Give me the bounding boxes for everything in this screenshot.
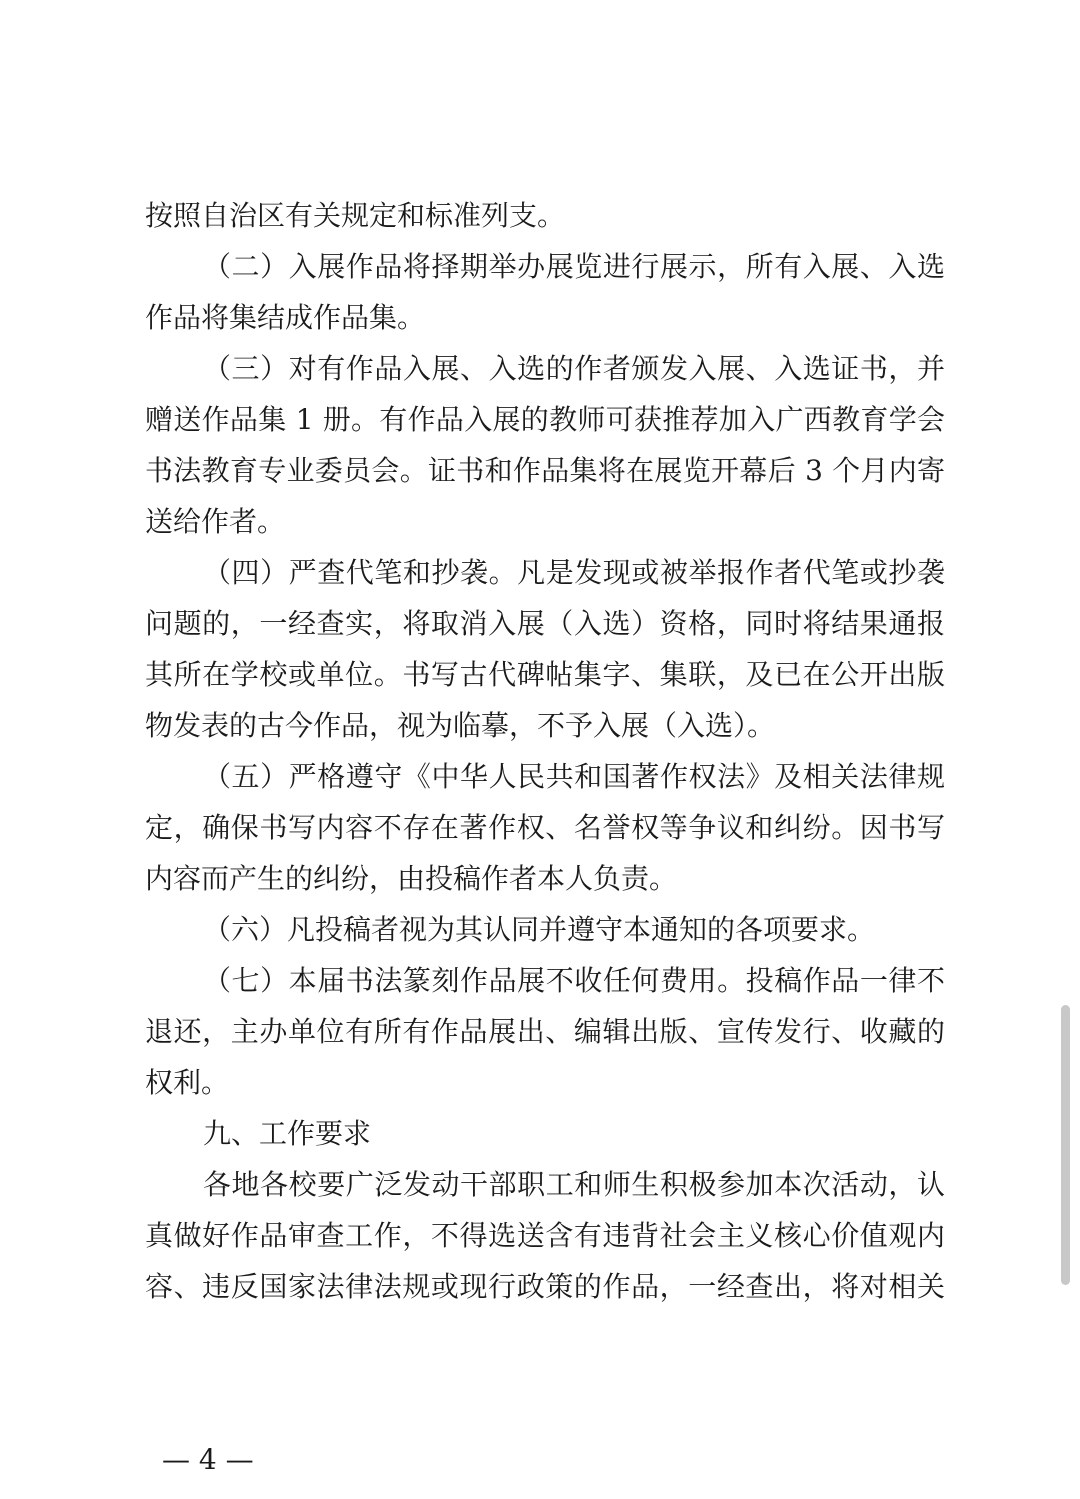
- text-line: 送给作者。: [145, 505, 286, 538]
- text-line: 权利。: [145, 1066, 230, 1099]
- text-line: 真做好作品审查工作，不得选送含有违背社会主义核心价值观内: [145, 1219, 945, 1252]
- text-line: 退还，主办单位有所有作品展出、编辑出版、宣传发行、收藏的: [145, 1015, 945, 1048]
- text-line: 赠送作品集 1 册。有作品入展的教师可获推荐加入广西教育学会: [145, 403, 945, 436]
- text-line: 书法教育专业委员会。证书和作品集将在展览开幕后 3 个月内寄: [145, 454, 945, 487]
- text-line: 按照自治区有关规定和标准列支。: [145, 199, 566, 232]
- text-line: 问题的，一经查实，将取消入展（入选）资格，同时将结果通报: [145, 607, 945, 640]
- text-line: 定，确保书写内容不存在著作权、名誉权等争议和纠纷。因书写: [145, 811, 945, 844]
- document-body: [145, 190, 945, 1312]
- text-line: 容、违反国家法律法规或现行政策的作品，一经查出，将对相关: [145, 1270, 945, 1303]
- text-line: 物发表的古今作品，视为临摹，不予入展（入选）。: [145, 709, 776, 742]
- text-line: （三）对有作品入展、入选的作者颁发入展、入选证书，并: [203, 352, 945, 385]
- text-line: （七）本届书法篆刻作品展不收任何费用。投稿作品一律不: [203, 964, 945, 997]
- scrollbar-thumb[interactable]: [1061, 1005, 1070, 1285]
- text-line: （四）严查代笔和抄袭。凡是发现或被举报作者代笔或抄袭: [203, 556, 945, 589]
- text-line: 九、工作要求: [203, 1117, 372, 1150]
- text-line: 各地各校要广泛发动干部职工和师生积极参加本次活动，认: [203, 1168, 945, 1201]
- text-line: （六）凡投稿者视为其认同并遵守本通知的各项要求。: [203, 913, 876, 946]
- text-line: 作品将集结成作品集。: [145, 301, 426, 334]
- text-line: （二）入展作品将择期举办展览进行展示，所有入展、入选: [203, 250, 945, 283]
- text-line: （五）严格遵守《中华人民共和国著作权法》及相关法律规: [203, 760, 945, 793]
- text-line: 内容而产生的纠纷，由投稿作者本人负责。: [145, 862, 678, 895]
- text-line: 其所在学校或单位。书写古代碑帖集字、集联，及已在公开出版: [145, 658, 945, 691]
- page-number: — 4 —: [162, 1443, 254, 1476]
